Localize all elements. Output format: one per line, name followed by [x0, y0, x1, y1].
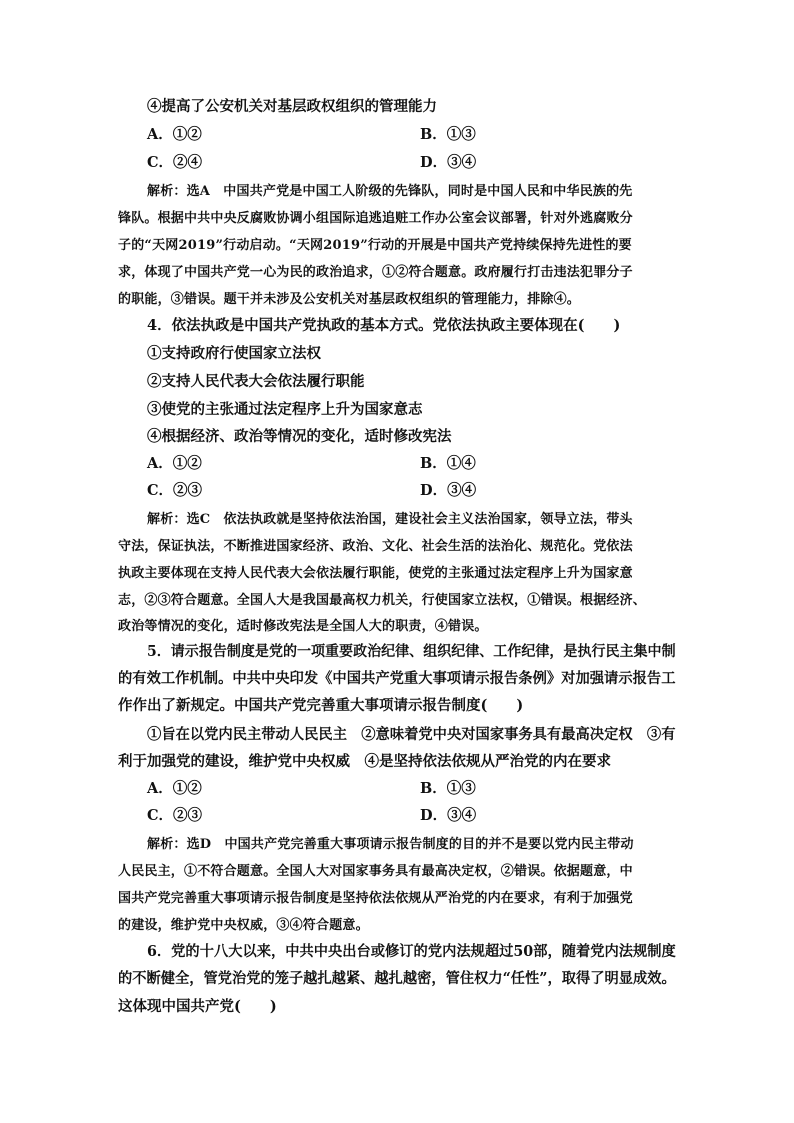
q5-stem-line: 5．请示报告制度是党的一项重要政治纪律、组织纪律、工作纪律，是执行民主集中制	[147, 643, 676, 660]
q3-explanation-line: 锋队。根据中共中央反腐败协调小组国际追逃追赃工作办公室会议部署，针对外逃腐败分	[118, 211, 633, 226]
q3-explanation-line: 解析：选A 中国共产党是中国工人阶级的先锋队，同时是中国人民和中华民族的先	[147, 184, 633, 199]
q4-item-1: ①支持政府行使国家立法权	[147, 345, 321, 362]
q4-explanation-line: 志，②③符合题意。全国人大是我国最高权力机关，行使国家立法权，①错误。根据经济、	[118, 593, 647, 608]
q3-explanation-line: 子的“天网2019”行动启动。“天网2019”行动的开展是中国共产党持续保持先进性的要	[118, 238, 632, 253]
q3-explanation-line: 求，体现了中国共产党一心为民的政治追求，①②符合题意。政府履行打击违法犯罪分子	[118, 265, 633, 280]
q6-stem-line: 的不断健全，管党治党的笼子越扎越紧、越扎越密，管住权力“任性”，取得了明显成效。	[118, 970, 676, 987]
q5-items-line: ①旨在以党内民主带动人民民主 ②意味着党中央对国家事务具有最高决定权 ③有	[147, 726, 676, 743]
q4-explanation-line: 解析：选C 依法执政就是坚持依法治国，建设社会主义法治国家，领导立法，带头	[147, 512, 633, 527]
q3-item-4: ④提高了公安机关对基层政权组织的管理能力	[147, 98, 437, 115]
q5-option-c: C．②③	[147, 807, 203, 824]
q4-stem: 4．依法执政是中国共产党执政的基本方式。党依法执政主要体现在( )	[147, 317, 621, 334]
q5-explanation-line: 解析：选D 中国共产党完善重大事项请示报告制度的目的并不是要以党内民主带动	[147, 837, 634, 852]
q4-item-4: ④根据经济、政治等情况的变化，适时修改宪法	[147, 428, 452, 445]
q3-option-b: B．①③	[420, 126, 476, 143]
q5-explanation-line: 国共产党完善重大事项请示报告制度是坚持依法依规从严治党的内在要求，有利于加强党	[118, 891, 633, 906]
q5-explanation-line: 人民民主，①不符合题意。全国人大对国家事务具有最高决定权，②错误。依据题意，中	[118, 864, 633, 879]
explanation-label: 解析：	[147, 184, 187, 199]
q4-item-3: ③使党的主张通过法定程序上升为国家意志	[147, 401, 423, 418]
q6-stem-line: 6．党的十八大以来，中共中央出台或修订的党内法规超过50部，随着党内法规制度	[147, 943, 676, 960]
q5-stem-line: 作作出了新规定。中国共产党完善重大事项请示报告制度( )	[118, 697, 524, 714]
q3-explanation-line: 的职能，③错误。题干并未涉及公安机关对基层政权组织的管理能力，排除④。	[118, 292, 581, 307]
q5-option-b: B．①③	[420, 780, 476, 797]
q4-option-a: A．①②	[147, 455, 202, 472]
q5-explanation-line: 的建设，维护党中央权威，③④符合题意。	[118, 918, 369, 933]
q4-item-2: ②支持人民代表大会依法履行职能	[147, 373, 365, 390]
q3-option-a: A．①②	[147, 126, 202, 143]
explanation-label: 解析：	[147, 837, 187, 852]
q3-option-d: D．③④	[420, 154, 477, 171]
q5-option-a: A．①②	[147, 780, 202, 797]
q3-option-c: C．②④	[147, 154, 203, 171]
q4-option-d: D．③④	[420, 482, 477, 499]
q4-option-b: B．①④	[420, 455, 476, 472]
q4-option-c: C．②③	[147, 482, 203, 499]
q5-stem-line: 的有效工作机制。中共中央印发《中国共产党重大事项请示报告条例》对加强请示报告工	[118, 670, 676, 687]
q6-stem-line: 这体现中国共产党( )	[118, 998, 277, 1015]
q4-explanation-line: 政治等情况的变化，适时修改宪法是全国人大的职责，④错误。	[118, 619, 488, 634]
q5-items-line: 利于加强党的建设，维护党中央权威 ④是坚持依法依规从严治党的内在要求	[118, 753, 611, 770]
q4-explanation-line: 守法，保证执法，不断推进国家经济、政治、文化、社会生活的法治化、规范化。党依法	[118, 539, 633, 554]
explanation-label: 解析：	[147, 512, 187, 527]
q4-explanation-line: 执政主要体现在支持人民代表大会依法履行职能，使党的主张通过法定程序上升为国家意	[118, 566, 633, 581]
q5-option-d: D．③④	[420, 807, 477, 824]
